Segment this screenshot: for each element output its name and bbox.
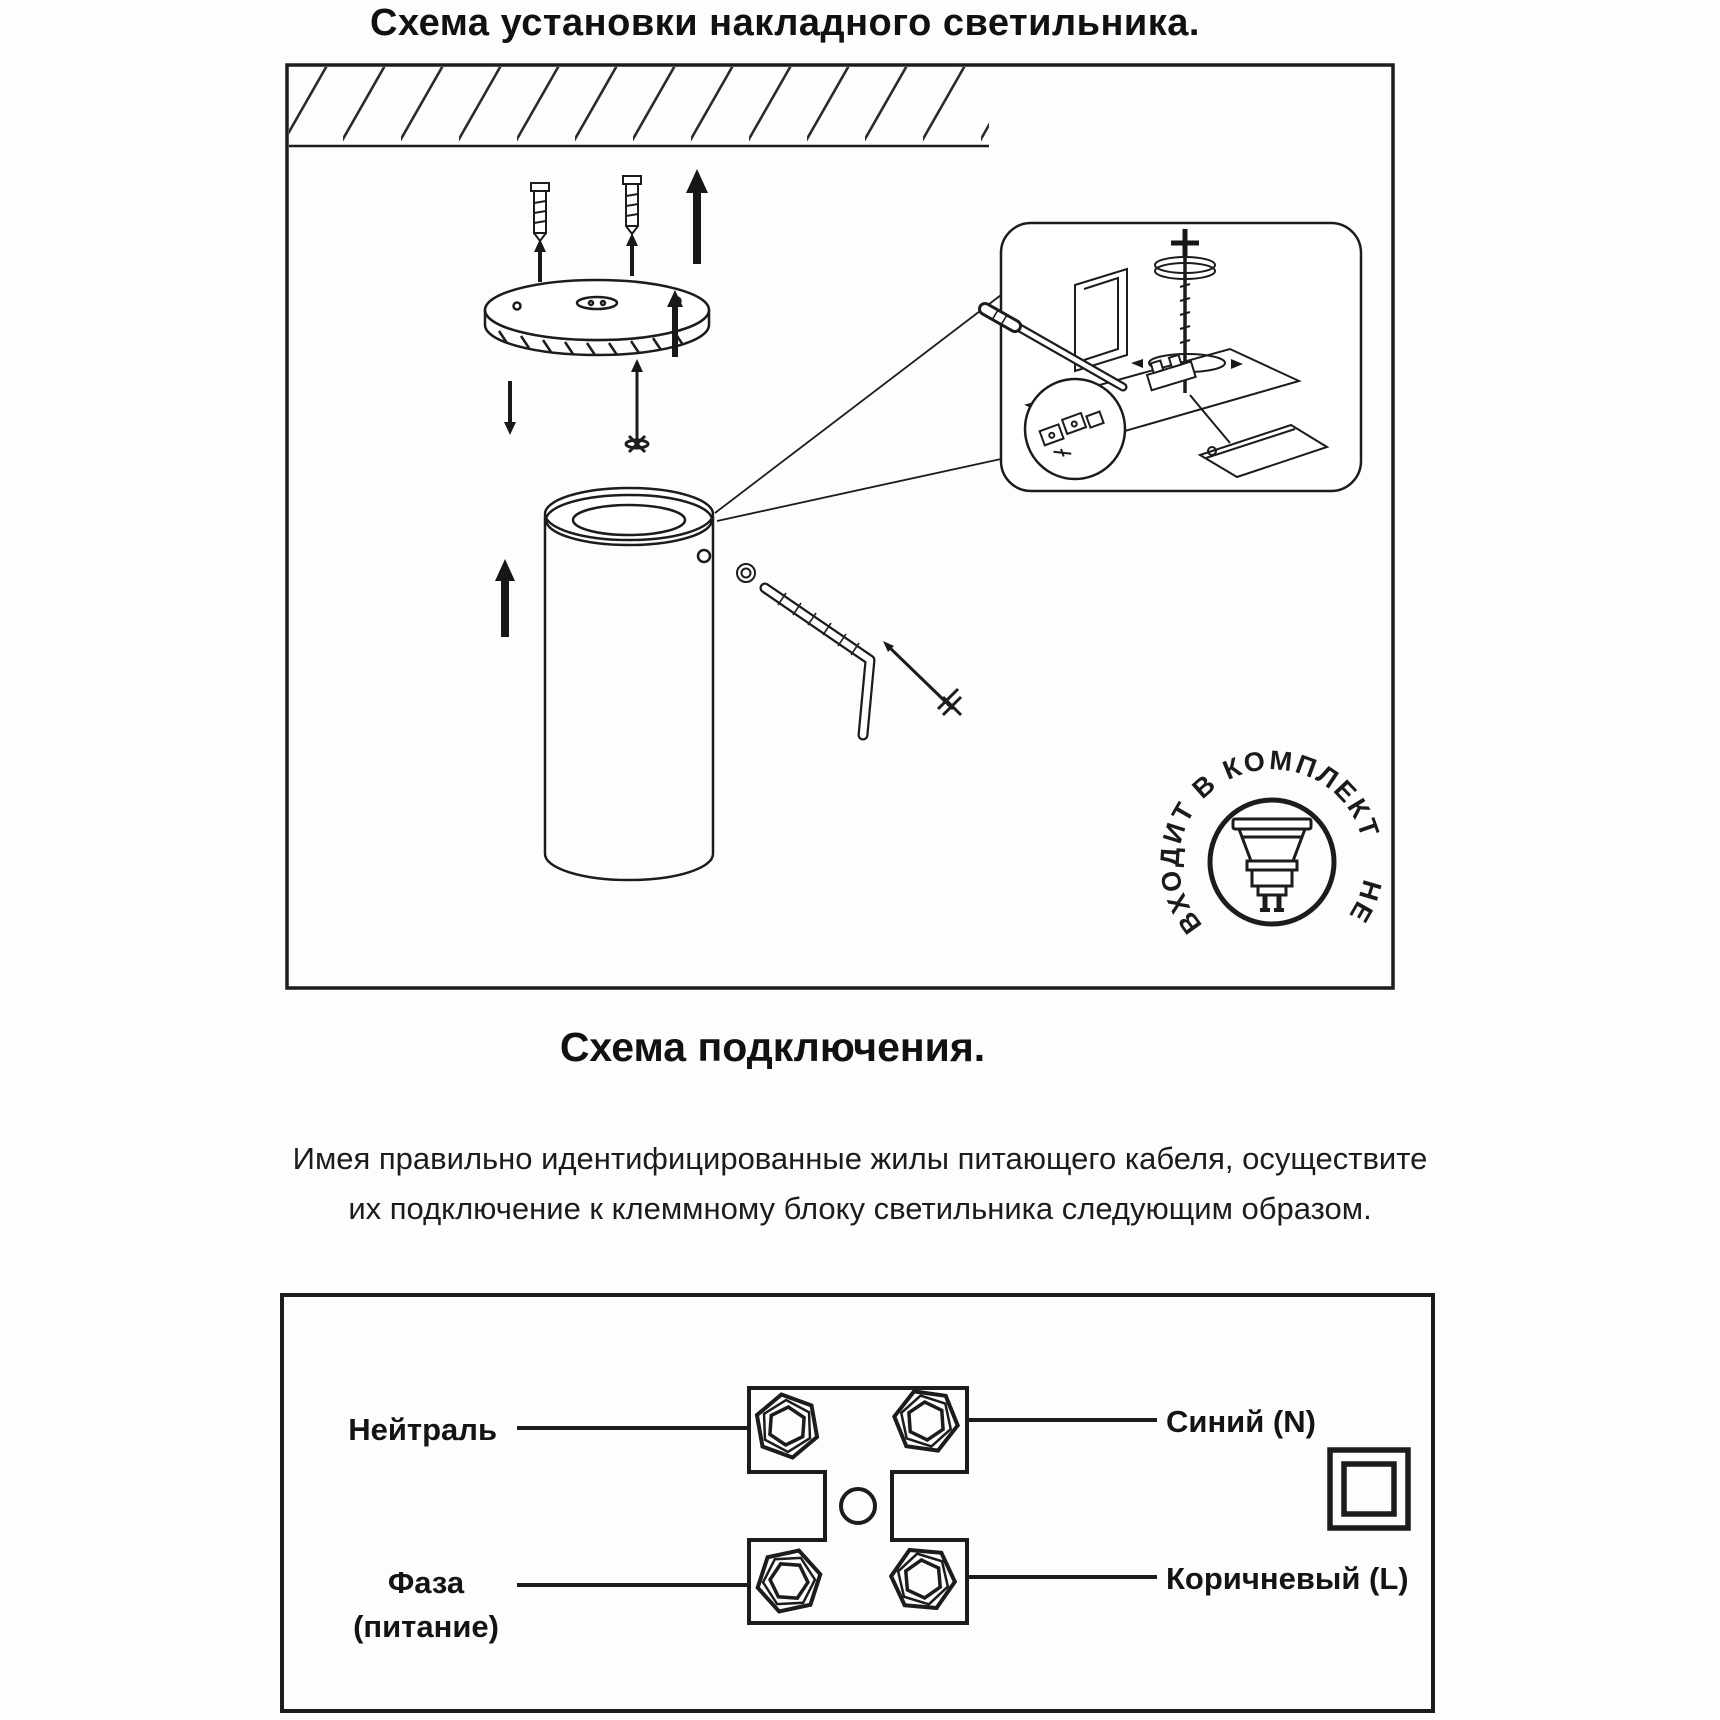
luminaire-body bbox=[545, 488, 713, 880]
screw-icon bbox=[883, 641, 961, 715]
instruction-line-1: Имея правильно идентифицированные жилы питающего кабеля, осуществите bbox=[292, 1141, 1428, 1176]
stamp-arc-text: ВХОДИТ В КОМПЛЕКТ bbox=[1154, 744, 1386, 940]
lamp-not-included-stamp bbox=[1155, 745, 1388, 940]
diagram-frame bbox=[287, 65, 1393, 988]
blue-n-label: Синий (N) bbox=[1166, 1404, 1316, 1439]
gu10-lamp-icon bbox=[1233, 819, 1311, 910]
arrow-up-icon bbox=[626, 233, 638, 276]
terminal-block bbox=[749, 1388, 967, 1623]
wall-plug-icon bbox=[531, 183, 549, 241]
terminal-screw bbox=[752, 1547, 826, 1614]
installation-diagram bbox=[285, 63, 1395, 990]
detail-bubble bbox=[985, 223, 1361, 491]
hex-key-icon bbox=[765, 588, 870, 735]
wall-plug-icon bbox=[623, 176, 641, 234]
connection-frame bbox=[282, 1295, 1433, 1711]
phase-label-line2: (питание) bbox=[353, 1609, 499, 1644]
neutral-label: Нейтраль bbox=[348, 1412, 497, 1447]
arrow-up-icon bbox=[534, 239, 546, 282]
terminal-block-center-hole bbox=[841, 1489, 875, 1523]
stamp-end-text: НЕ bbox=[1342, 876, 1388, 930]
brown-l-label: Коричневый (L) bbox=[1166, 1561, 1409, 1596]
class-ii-insulation-icon bbox=[1330, 1450, 1408, 1528]
leader-line bbox=[715, 295, 1001, 513]
terminal-screw bbox=[747, 1389, 826, 1463]
magnifier-detail bbox=[1025, 379, 1125, 479]
set-screw-icon bbox=[737, 564, 755, 582]
mounting-bracket bbox=[1075, 269, 1127, 371]
terminal-screw bbox=[889, 1549, 958, 1610]
connection-diagram bbox=[280, 1293, 1435, 1713]
set-screw-hole bbox=[698, 550, 710, 562]
arrow-down-icon bbox=[504, 381, 516, 435]
leader-line bbox=[717, 459, 1001, 521]
phase-label-line1: Фаза bbox=[387, 1565, 465, 1600]
connection-diagram-title: Схема подключения. bbox=[559, 1024, 986, 1070]
mounting-screw-icon bbox=[626, 359, 648, 452]
instruction-line-2: их подключение к клеммному блоку светильника следующим образом. bbox=[348, 1191, 1372, 1226]
terminal-screw bbox=[890, 1389, 961, 1453]
ceiling-hatch bbox=[289, 67, 989, 146]
arrow-up-icon bbox=[686, 169, 708, 264]
install-diagram-title: Схема установки накладного светильника. bbox=[370, 2, 1200, 44]
instruction-text bbox=[0, 1134, 1720, 1234]
arrow-up-icon bbox=[495, 559, 515, 637]
